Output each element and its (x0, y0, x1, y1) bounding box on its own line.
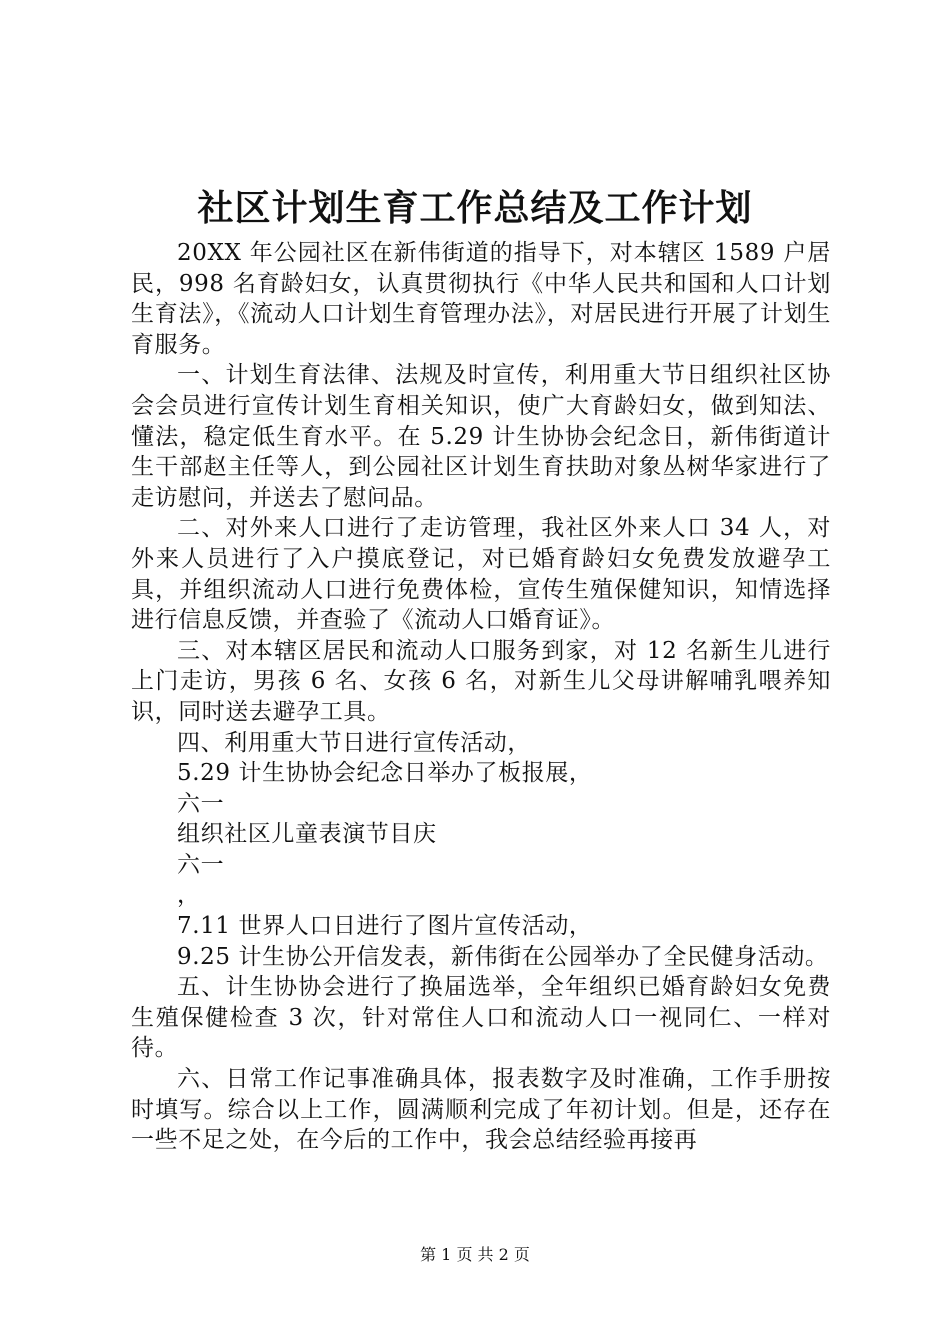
paragraph-line: 7.11 世界人口日进行了图片宣传活动， (177, 913, 593, 940)
paragraph-line: 5.29 计生协协会纪念日举办了板报展， (177, 760, 593, 787)
paragraph-section-4: 四、利用重大节日进行宣传活动， (177, 729, 531, 756)
page-footer: 第 1 页 共 2 页 (420, 1245, 530, 1264)
paragraph-section-2: 二、对外来人口进行了走访管理，我社区外来人口 34 人，对外来人员进行了入户摸底登记，对已婚育龄妇女免费发放避孕工具，并组织流动人口进行免费体检，宣传生殖保健知识，知情选择进行信息反馈，并查验了《流动人口婚育证》。 (131, 515, 831, 634)
paragraph-line: 组织社区儿童表演节目庆 (177, 821, 437, 848)
paragraph-line: 六一 (177, 790, 225, 817)
document-title: 社区计划生育工作总结及工作计划 (197, 188, 753, 229)
paragraph-section-6: 六、日常工作记事准确具体，报表数字及时准确，工作手册按时填写。综合以上工作，圆满顺利完成了年初计划。但是，还存在一些不足之处，在今后的工作中，我会总结经验再接再 (131, 1066, 831, 1154)
paragraph-line: ， (177, 882, 201, 909)
paragraph-section-5: 五、计生协协会进行了换届选举，全年组织已婚育龄妇女免费生殖保健检查 3 次，针对常住人口和流动人口一视同仁、一样对待。 (131, 974, 831, 1062)
paragraph-section-1: 一、计划生育法律、法规及时宣传，利用重大节日组织社区协会会员进行宣传计划生育相关知识，使广大育龄妇女，做到知法、懂法，稳定低生育水平。在 5.29 计生协协会纪念日，新伟街道计生干部赵主任等人，到公园社区计划生育扶助对象丛树华家进行了走访慰问，并送去了慰问品。 (131, 362, 831, 511)
paragraph-intro: 20XX 年公园社区在新伟街道的指导下，对本辖区 1589 户居民，998 名育龄妇女，认真贯彻执行《中华人民共和国和人口计划生育法》，《流动人口计划生育管理办法》，对居民进行开展了计划生育服务。 (131, 240, 831, 358)
document-body (131, 238, 831, 1156)
paragraph-line: 9.25 计生协公开信发表，新伟街在公园举办了全民健身活动。 (177, 943, 829, 970)
paragraph-line: 六一 (177, 851, 225, 878)
paragraph-section-3: 三、对本辖区居民和流动人口服务到家，对 12 名新生儿进行上门走访，男孩 6 名、女孩 6 名，对新生儿父母讲解哺乳喂养知识，同时送去避孕工具。 (131, 637, 831, 725)
